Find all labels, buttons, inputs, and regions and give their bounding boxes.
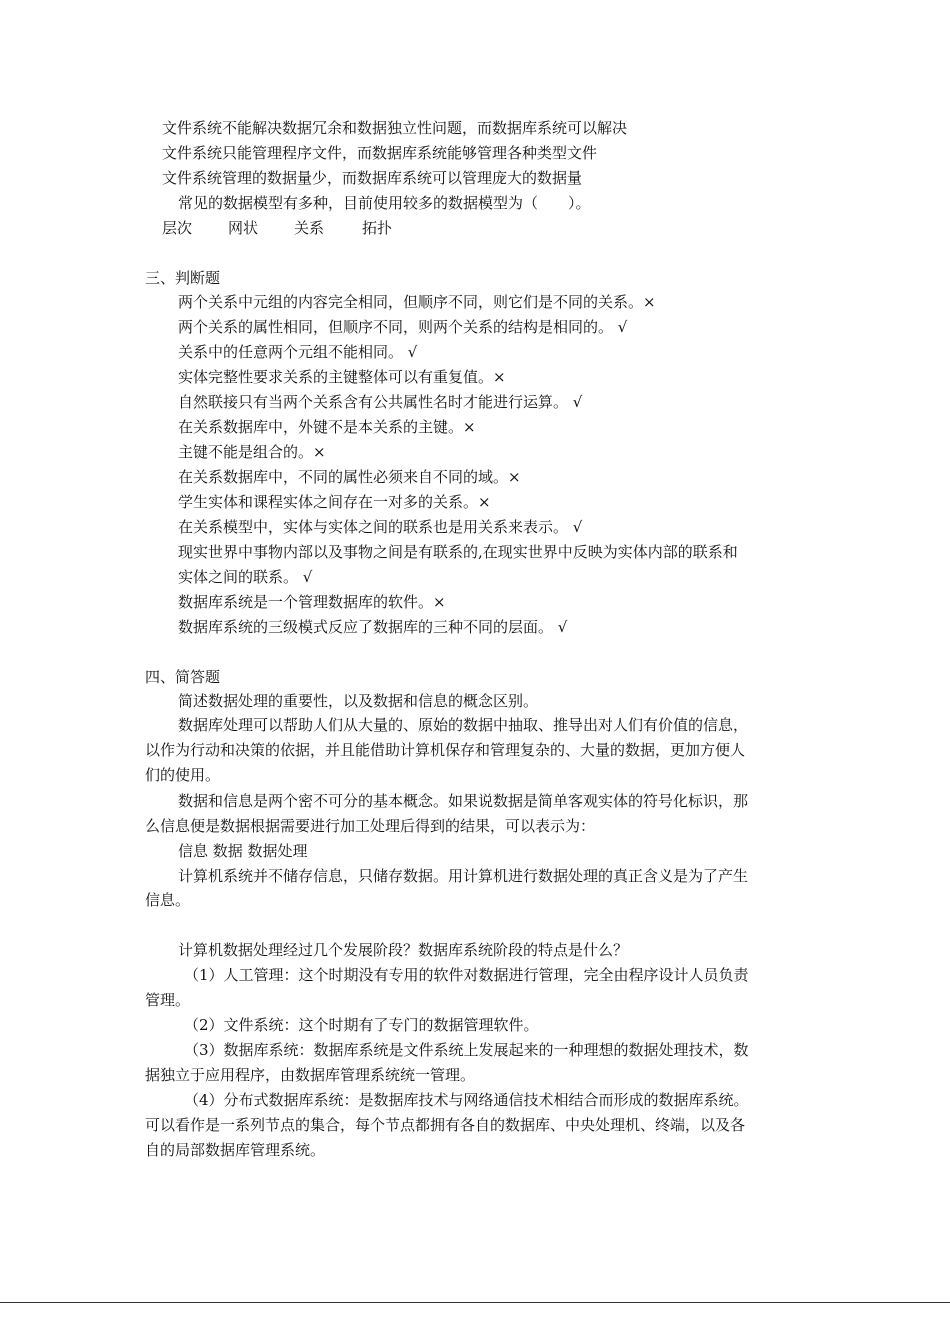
- judge-item: 自然联接只有当两个关系含有公共属性名时才能进行运算。 √: [178, 393, 583, 411]
- stage-1-line: 管理。: [145, 991, 191, 1009]
- judge-item: 在关系模型中，实体与实体之间的联系也是用关系来表示。 √: [178, 518, 583, 536]
- stage-4-line: （4）分布式数据库系统：是数据库技术与网络通信技术相结合而形成的数据库系统。: [184, 1091, 749, 1109]
- judge-item: 数据库系统是一个管理数据库的软件。×: [178, 593, 446, 611]
- answer-paragraph-line: 计算机系统并不储存信息，只储存数据。用计算机进行数据处理的真正含义是为了产生: [178, 867, 749, 885]
- judge-item: 在关系数据库中，不同的属性必须来自不同的域。×: [178, 468, 521, 486]
- answer-paragraph-line: 以作为行动和决策的依据，并且能借助计算机保存和管理复杂的、大量的数据，更加方便人: [145, 741, 746, 759]
- judge-item-continuation: 实体之间的联系。 √: [178, 568, 313, 586]
- judge-item: 两个关系中元组的内容完全相同，但顺序不同，则它们是不同的关系。×: [178, 293, 656, 311]
- judge-item: 主键不能是组合的。×: [178, 443, 326, 461]
- choice-answer-a: 层次: [162, 219, 193, 237]
- judge-item: 数据库系统的三级模式反应了数据库的三种不同的层面。 √: [178, 618, 568, 636]
- judge-item: 两个关系的属性相同，但顺序不同，则两个关系的结构是相同的。 √: [178, 318, 628, 336]
- stage-3-line: 据独立于应用程序，由数据库管理系统统一管理。: [145, 1066, 476, 1084]
- answer-paragraph-line: 数据库处理可以帮助人们从大量的、原始的数据中抽取、推导出对人们有价值的信息，: [178, 716, 749, 734]
- info-formula: 信息 数据 数据处理: [178, 842, 308, 860]
- short-question-1: 简述数据处理的重要性，以及数据和信息的概念区别。: [178, 692, 539, 710]
- answer-paragraph-line: 信息。: [145, 891, 191, 909]
- choice-answers: [162, 219, 392, 237]
- judge-item: 在关系数据库中，外键不是本关系的主键。×: [178, 418, 476, 436]
- stage-4-line: 可以看作是一系列节点的集合，每个节点都拥有各自的数据库、中央处理机、终端，以及各: [145, 1116, 746, 1134]
- stage-3-line: （3）数据库系统：数据库系统是文件系统上发展起来的一种理想的数据处理技术，数: [184, 1041, 749, 1059]
- choice-option-e: 文件系统管理的数据量少，而数据库系统可以管理庞大的数据量: [162, 169, 583, 187]
- answer-paragraph-line: 数据和信息是两个密不可分的基本概念。如果说数据是简单客观实体的符号化标识，那: [178, 792, 749, 810]
- page-bottom-rule: [0, 1302, 950, 1303]
- judge-item: 学生实体和课程实体之间存在一对多的关系。×: [178, 493, 491, 511]
- short-heading: 四、简答题: [145, 668, 221, 686]
- choice-answer-d: 拓扑: [362, 219, 393, 237]
- choice-answer-b: 网状: [228, 219, 259, 237]
- judge-item: 关系中的任意两个元组不能相同。 √: [178, 343, 418, 361]
- choice-question: 常见的数据模型有多种，目前使用较多的数据模型为（ ）。: [178, 194, 591, 212]
- short-question-2: 计算机数据处理经过几个发展阶段？数据库系统阶段的特点是什么？: [178, 941, 629, 959]
- choice-option-c: 文件系统不能解决数据冗余和数据独立性问题，而数据库系统可以解决: [162, 119, 628, 137]
- choice-answer-c: 关系: [294, 219, 325, 237]
- choice-option-d: 文件系统只能管理程序文件，而数据库系统能够管理各种类型文件: [162, 144, 598, 162]
- answer-paragraph-line: 们的使用。: [145, 766, 221, 784]
- stage-4-line: 自的局部数据库管理系统。: [145, 1141, 326, 1159]
- judge-item: 实体完整性要求关系的主键整体可以有重复值。×: [178, 368, 506, 386]
- stage-1-line: （1）人工管理：这个时期没有专用的软件对数据进行管理，完全由程序设计人员负责: [184, 966, 749, 984]
- judge-heading: 三、判断题: [145, 269, 221, 287]
- answer-paragraph-line: 么信息便是数据根据需要进行加工处理后得到的结果，可以表示为：: [145, 817, 596, 835]
- stage-2-line: （2）文件系统：这个时期有了专门的数据管理软件。: [184, 1016, 539, 1034]
- judge-item: 现实世界中事物内部以及事物之间是有联系的,在现实世界中反映为实体内部的联系和: [178, 543, 738, 561]
